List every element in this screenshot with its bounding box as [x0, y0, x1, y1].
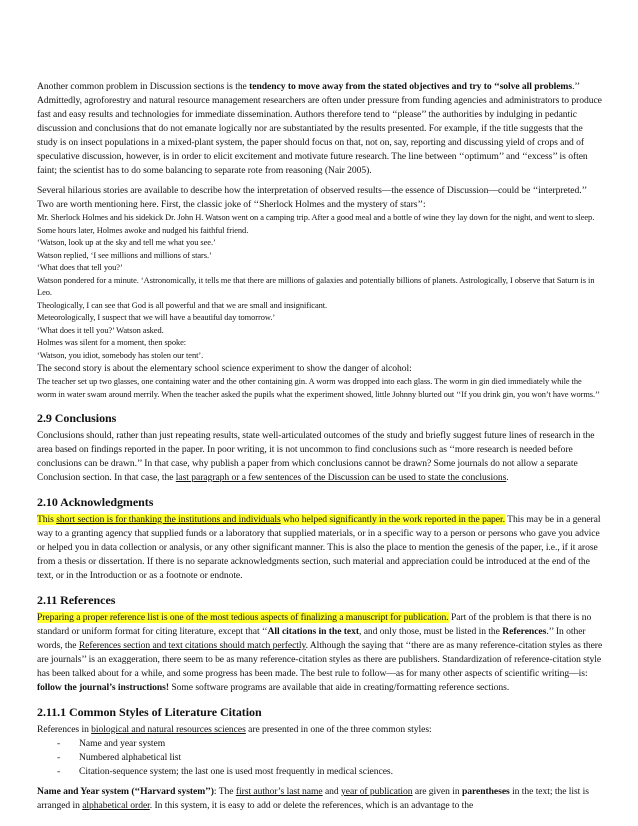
name-year-underlined: year of publication [341, 786, 413, 797]
sherlock-line: ‘What does it tell you?’ Watson asked. [37, 325, 164, 335]
sherlock-line: ‘Watson, look up at the sky and tell me what you see.’ [37, 238, 216, 247]
ack-text: This may be in a general way to a granting agency that supplied funds or a laboratory that supplied materials, or in a specific way to a person or persons who gave you advice or helped you in data collection or analysis, or any other significant manner. This is also the place to mention the genesis of the paper, i.e., if it arose from a thesis or dissertation. If there is no separate acknowledgments section, such material and appreciation could be introduced at the end of the text, or in the Introduction or as a footnote or endnote. [37, 514, 601, 581]
name-year-bold: Name and Year system (‘‘Harvard system’’) [37, 786, 214, 797]
styles-underlined: biological and natural resources sciences [91, 724, 246, 735]
refs-text: .’’ In other words, the [37, 626, 586, 651]
refs-text: . Although the saying that ‘‘there are as many reference-citation styles as there are journals’’ is an exaggeration, there seem to be as many reference-citation styles as there are publishers. Standardization of reference-citation style has been talked about for a while, and some progress has been made. The best rule to follow—as for many other aspects of scientific writing—is: [37, 640, 603, 679]
list-item: - Name and year system [57, 737, 603, 751]
sherlock-line: Theologically, I can see that God is all powerful and that we are small and insignificant. [37, 300, 328, 310]
sherlock-joke [37, 212, 603, 362]
sherlock-line: ‘What does that tell you?’ [37, 263, 123, 272]
conclusions-heading: 2.9 Conclusions [37, 411, 117, 425]
references-heading: 2.11 References [37, 593, 116, 607]
refs-highlight: Preparing a proper reference list is one of the most tedious aspects of finalizing a manuscript for publication. [37, 612, 449, 623]
name-year-text: and [322, 786, 342, 797]
document-page [37, 80, 603, 813]
sherlock-line: ‘Watson, you idiot, somebody has stolen our tent’. [37, 350, 204, 360]
styles-text: are presented in one of the three common styles: [245, 724, 432, 735]
sherlock-line: Mr. Sherlock Holmes and his sidekick Dr. John H. Watson went on a camping trip. After a good meal and a bottle of wine they lay down for the night, and went to sleep. Some hours later, Holmes awoke and nudged his faithful friend. [37, 213, 595, 235]
citation-styles-list [37, 737, 603, 779]
name-year-paragraph [37, 785, 603, 813]
name-year-underlined: first author’s last name [235, 786, 323, 797]
intro-bold-text: tendency to move away from the stated objectives and try to ‘‘solve all problems [249, 81, 573, 92]
refs-bold: References [502, 626, 547, 637]
name-year-underlined: alphabetical order [82, 800, 150, 811]
name-year-text: are given in [412, 786, 462, 797]
refs-text: Some software programs are available that aide in creating/formatting reference sections. [169, 682, 510, 693]
citation-styles-paragraph [37, 723, 603, 737]
name-year-text: . In this system, it is easy to add or delete the references, which is an advantage to the [149, 800, 474, 811]
conclusions-paragraph [37, 429, 603, 485]
stories-paragraph: Several hilarious stories are available to describe how the interpretation of observed results—the essence of Discussion—could be ‘‘interpreted.’’ Two are worth mentioning here. First, the classic joke of ‘‘Sherlock Holmes and the mystery of stars’’: [37, 185, 587, 210]
citation-styles-heading: 2.11.1 Common Styles of Literature Citation [37, 705, 262, 719]
second-story-intro: The second story is about the elementary school science experiment to show the danger of alcohol: [37, 363, 412, 374]
list-item: - Citation-sequence system; the last one is used most frequently in medical sciences. [57, 765, 603, 779]
sherlock-line: Watson replied, ‘I see millions and millions of stars.’ [37, 250, 212, 260]
refs-underlined: References section and text citations should match perfectly [78, 640, 306, 651]
sherlock-line: Meteorologically, I suspect that we will have a beautiful day tomorrow.’ [37, 313, 276, 322]
ack-highlight: This [37, 514, 57, 525]
ack-highlight-cont: who helped significantly in the work reported in the paper. [280, 514, 505, 525]
refs-bold: follow the journal’s instructions! [37, 682, 169, 693]
name-year-text: in the text; the list is arranged in [37, 786, 589, 811]
second-story-body: The teacher set up two glasses, one containing water and the other containing gin. A worm was dropped into each glass. The worm in gin died immediately while the worm in water swam around merrily. When the teacher asked the pupils what the experiment showed, little Johnny blurted out ‘‘If you drink gin, you won’t have worms.’’ [37, 377, 600, 399]
intro-paragraph [37, 80, 603, 178]
intro-text-cont: .’’ Admittedly, agroforestry and natural resource management researchers are often under pressure from funding agencies and administrators to produce fast and easy results and technologies for immediate dissemination. Authors therefore tend to ‘‘please’’ the authorities by indulging in pedantic discussion and conclusions that do not emanate logically nor are substantiated by the results presented. For example, if the title suggests that the study is on insect populations in a mixed-plant system, the paper should focus on that, not on, say, reporting and discussing yield of crops and of speculative discussion, however, is in order to elicit excitement and motivate future research. The line between ‘‘optimum’’ and ‘‘excess’’ is often faint; the scientist has to do some balancing to separate rote from reasoning (Nair 2005). [37, 81, 602, 176]
acknowledgments-heading: 2.10 Acknowledgments [37, 495, 154, 509]
refs-text: , and only those, must be listed in the [359, 626, 503, 637]
conclusions-underlined: last paragraph or a few sentences of the Discussion can be used to state the conclusions [175, 472, 507, 483]
refs-text: Part of the problem is that there is no standard or uniform format for citing literature, except that ‘‘ [37, 612, 592, 637]
list-item: - Numbered alphabetical list [57, 751, 603, 765]
acknowledgments-paragraph [37, 513, 603, 583]
conclusions-text-end: . [506, 472, 509, 483]
name-year-text: : The [213, 786, 236, 797]
references-paragraph [37, 611, 603, 695]
styles-text: References in [37, 724, 92, 735]
ack-highlight-underlined: short section is for thanking the institutions and individuals [56, 514, 281, 525]
sherlock-line: Holmes was silent for a moment, then spoke: [37, 338, 187, 347]
refs-bold: All citations in the text [267, 626, 359, 637]
conclusions-text: Conclusions should, rather than just repeating results, state well-articulated outcomes of the study and briefly suggest future lines of research in the area based on findings reported in the paper. In poor writing, it is not uncommon to find conclusions such as ‘‘more research is needed before conclusions can be drawn.’’ In that case, why publish a paper from which conclusions cannot be drawn? Some journals do not allow a separate Conclusion section. In that case, the [37, 430, 595, 483]
name-year-bold: parentheses [461, 786, 510, 797]
sherlock-line: Watson pondered for a minute. ‘Astronomically, it tells me that there are millions of galaxies and potentially billions of planets. Astrologically, I observe that Saturn is in Leo. [37, 275, 595, 297]
intro-text: Another common problem in Discussion sections is the [37, 81, 250, 92]
